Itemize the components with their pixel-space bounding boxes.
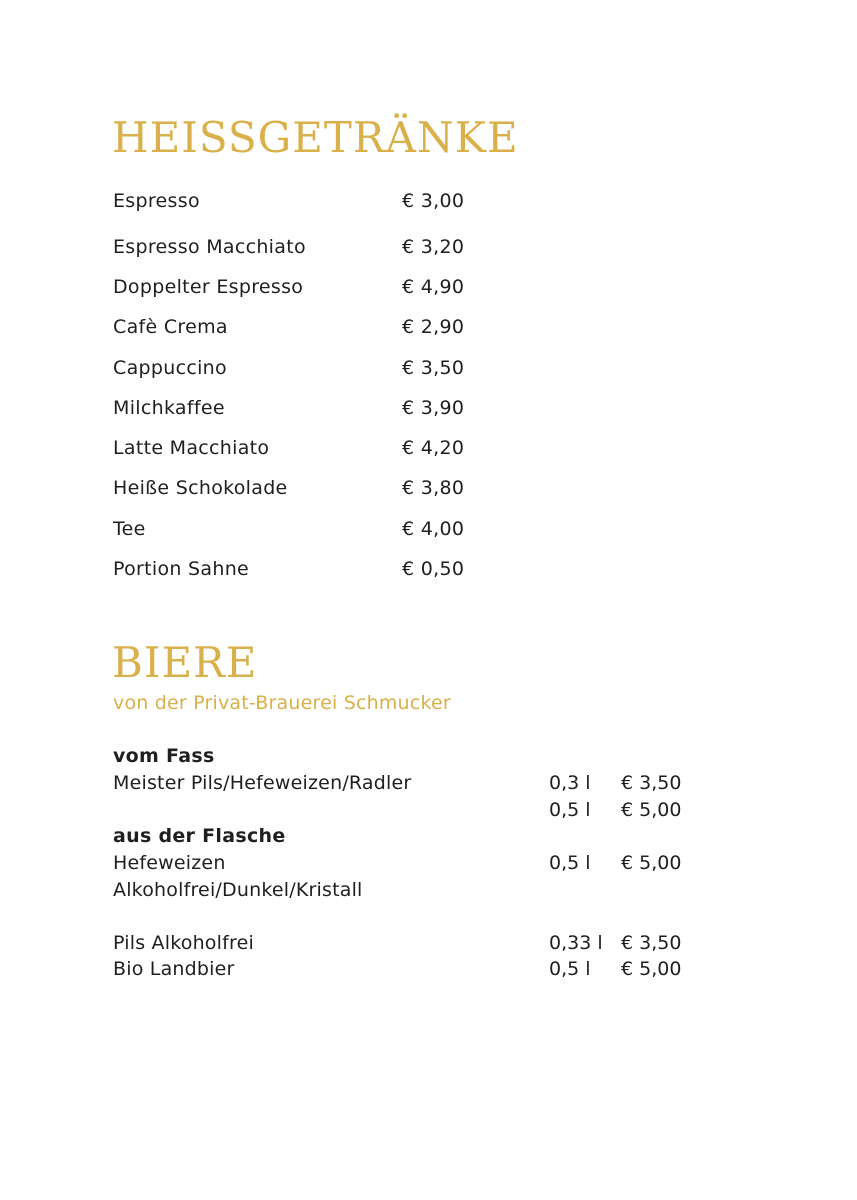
beer-name: Meister Pils/Hefeweizen/Radler bbox=[113, 772, 412, 794]
item-name: Milchkaffee bbox=[113, 397, 225, 419]
item-name: Heiße Schokolade bbox=[113, 477, 288, 499]
item-price: € 3,00 bbox=[402, 190, 465, 212]
beer-size: 0,33 l bbox=[549, 932, 603, 954]
item-name: Espresso bbox=[113, 190, 200, 212]
beers-subtitle: von der Privat-Brauerei Schmucker bbox=[113, 692, 451, 714]
item-name: Tee bbox=[113, 518, 146, 540]
item-price: € 4,00 bbox=[402, 518, 465, 540]
item-price: € 3,50 bbox=[402, 357, 465, 379]
beer-size: 0,3 l bbox=[549, 772, 591, 794]
beer-price: € 3,50 bbox=[621, 932, 682, 954]
beer-price: € 5,00 bbox=[621, 799, 682, 821]
item-name: Doppelter Espresso bbox=[113, 276, 304, 298]
beers-title: BIERE bbox=[112, 638, 258, 687]
beer-price: € 5,00 bbox=[621, 852, 682, 874]
item-name: Cappuccino bbox=[113, 357, 227, 379]
item-price: € 2,90 bbox=[402, 316, 465, 338]
beer-name: Pils Alkoholfrei bbox=[113, 932, 254, 954]
beer-price: € 5,00 bbox=[621, 958, 682, 980]
item-price: € 4,20 bbox=[402, 437, 465, 459]
item-price: € 3,90 bbox=[402, 397, 465, 419]
beer-name: Hefeweizen bbox=[113, 852, 226, 874]
hot-drinks-title: HEISSGETRÄNKE bbox=[112, 113, 519, 162]
item-price: € 0,50 bbox=[402, 558, 465, 580]
beer-size: 0,5 l bbox=[549, 852, 591, 874]
draft-heading: vom Fass bbox=[113, 745, 215, 767]
item-price: € 4,90 bbox=[402, 276, 465, 298]
beer-name: Alkoholfrei/Dunkel/Kristall bbox=[113, 879, 363, 901]
beer-price: € 3,50 bbox=[621, 772, 682, 794]
item-name: Latte Macchiato bbox=[113, 437, 270, 459]
beer-size: 0,5 l bbox=[549, 799, 591, 821]
bottle-heading: aus der Flasche bbox=[113, 825, 286, 847]
item-name: Portion Sahne bbox=[113, 558, 250, 580]
item-price: € 3,80 bbox=[402, 477, 465, 499]
beer-name: Bio Landbier bbox=[113, 958, 235, 980]
beer-size: 0,5 l bbox=[549, 958, 591, 980]
item-name: Cafè Crema bbox=[113, 316, 228, 338]
item-price: € 3,20 bbox=[402, 236, 465, 258]
item-name: Espresso Macchiato bbox=[113, 236, 306, 258]
